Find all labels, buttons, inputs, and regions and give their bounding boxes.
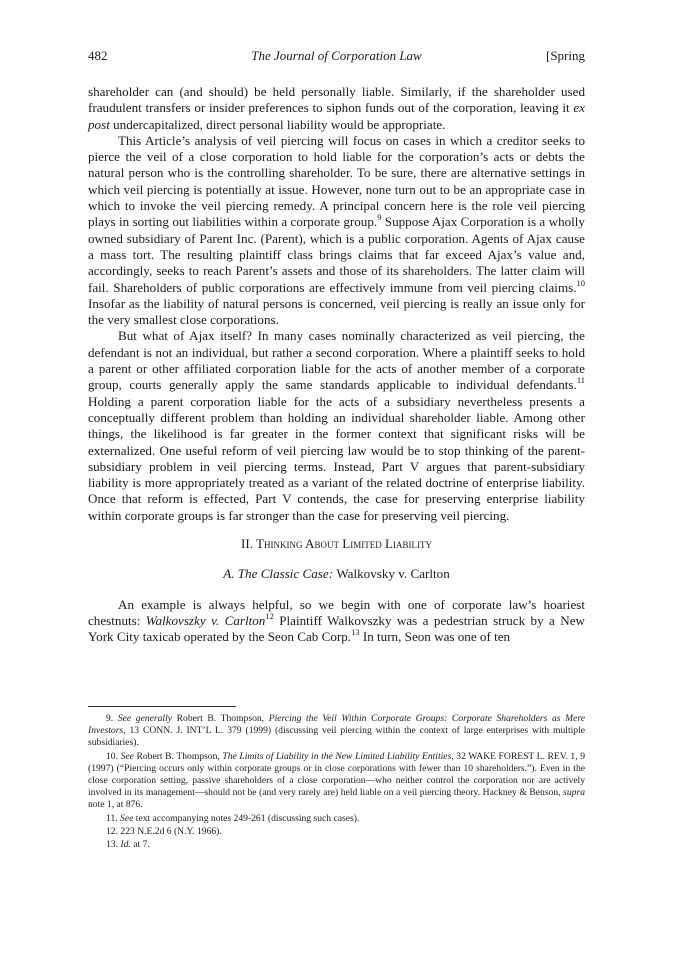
footnote-ref-10[interactable]: 10 bbox=[576, 277, 585, 288]
footnote-10-title: The Limits of Liability in the New Limited Liability Entities bbox=[222, 750, 452, 762]
footnote-10-number: 10. bbox=[106, 750, 118, 762]
footnote-9-author: Robert B. Thompson, bbox=[172, 713, 269, 724]
subsection-heading-label: A. The Classic Case: bbox=[223, 566, 337, 582]
footnotes bbox=[88, 713, 585, 852]
subsection-heading-case: Walkovsky v. Carlton bbox=[336, 566, 450, 582]
footnote-10-supra: supra bbox=[563, 787, 585, 799]
issue-label: [Spring bbox=[546, 48, 585, 63]
footnote-11-text: text accompanying notes 249-261 (discussing such cases). bbox=[133, 812, 360, 824]
footnote-13-text: at 7. bbox=[130, 839, 150, 851]
footnote-10-signal: See bbox=[120, 750, 134, 762]
paragraph-1-end: undercapitalized, direct personal liability would be appropriate. bbox=[109, 116, 446, 132]
footnote-10-citation: , 32 WAKE FOREST L. REV. 1, 9 (1997) (“Piercing occurs only within corporate groups or in close corporations with fewer than 10 shareholders.”). Even in the close corporation setting, passive shareholders of a close corporation—who neither control the corporation nor are actively involved in its management—should not be (and very rarely are) held liable on a veil piercing theory. Hackney & Benson, bbox=[88, 750, 586, 799]
footnote-11 bbox=[88, 813, 585, 825]
footnote-10 bbox=[88, 751, 585, 812]
paragraph-4-text-b: Plaintiff Walkovszky was a pedestrian struck by a New York City taxicab operated by the Seon Cab Corp. bbox=[88, 612, 585, 645]
paragraph-3-text-a: But what of Ajax itself? In many cases nominally characterized as veil piercing, the defendant is not an individual, but rather a second corporation. Where a plaintiff seeks to hold a parent or other affiliated corporation liable for the acts of another member of a corporate group, courts generally apply the same standards applicable to individual defendants. bbox=[88, 328, 585, 393]
paragraph-4 bbox=[88, 597, 585, 646]
footnote-13-number: 13. bbox=[106, 839, 118, 851]
page-number: 482 bbox=[88, 48, 108, 63]
case-name: Walkovszky v. Carlton bbox=[145, 612, 266, 628]
footnote-9 bbox=[88, 713, 585, 750]
paragraph-1-text: shareholder can (and should) be held personally liable. Similarly, if the shareholder used fraudulent transfers or insider preferences to siphon funds out of the corporation, leaving it bbox=[88, 84, 585, 116]
footnote-ref-9[interactable]: 9 bbox=[377, 212, 382, 223]
footnote-10-author: Robert B. Thompson, bbox=[133, 750, 223, 762]
footnote-9-title: Piercing the Veil Within Corporate Groups: Corporate Shareholders as Mere Investors bbox=[88, 713, 585, 737]
paragraph-2-text-c: Insofar as the liability of natural persons is concerned, veil piercing is really an issue only for the very smallest close corporations. bbox=[88, 295, 585, 328]
footnote-11-number: 11. bbox=[106, 812, 118, 824]
footnote-12-number: 12. bbox=[106, 825, 118, 837]
footnote-divider bbox=[88, 706, 236, 707]
body-text bbox=[88, 84, 585, 646]
footnote-13 bbox=[88, 839, 585, 851]
paragraph-4-text-a: An example is always helpful, so we begin with one of corporate law’s hoariest chestnuts: bbox=[88, 596, 585, 628]
paragraph-2 bbox=[88, 133, 585, 329]
journal-title: The Journal of Corporation Law bbox=[251, 48, 422, 63]
footnote-12-text: 223 N.E.2d 6 (N.Y. 1966). bbox=[120, 825, 222, 837]
footnote-12 bbox=[88, 826, 585, 838]
footnote-9-number: 9. bbox=[106, 713, 114, 724]
footnote-9-signal: See generally bbox=[117, 713, 173, 724]
running-head bbox=[88, 48, 585, 66]
footnote-10-end: note 1, at 876. bbox=[88, 799, 143, 811]
footnote-11-signal: See bbox=[120, 812, 134, 824]
ex-post-term: ex post bbox=[88, 100, 585, 132]
paragraph-3-text-b: Holding a parent corporation liable for the acts of a subsidiary nevertheless presents a conceptually different problem than holding an individual shareholder liable. Among other things, the likelihood is far greater in the former context that significant risks will be externalized. One useful reform of veil piercing law would be to stop thinking of the parent-subsidiary problem in veil piercing terms. Instead, Part V argues that parent-subsidiary liability is more appropriately treated as a variant of the related doctrine of enterprise liability. Once that reform is effected, Part V contends, the case for preserving enterprise liability within corporate groups is far stronger than the case for preserving veil piercing. bbox=[88, 393, 585, 523]
subsection-heading bbox=[88, 566, 585, 582]
paragraph-1 bbox=[88, 84, 585, 133]
paragraph-4-text-c: In turn, Seon was one of ten bbox=[359, 629, 511, 645]
footnote-ref-11[interactable]: 11 bbox=[576, 375, 585, 386]
footnote-ref-13[interactable]: 13 bbox=[351, 627, 360, 638]
paragraph-2-text-a: This Article’s analysis of veil piercing will focus on cases in which a creditor seeks to pierce the veil of a close corporation to hold liable for the corporation’s acts or debts the natural person who is the controlling shareholder. To be sure, there are alternative settings in which veil piercing is potentially at issue. However, none turn out to be an appropriate case in which to invoke the veil piercing remedy. A principal concern here is the role veil piercing plays in sorting out liabilities within a corporate group. bbox=[88, 132, 585, 230]
paragraph-3 bbox=[88, 328, 585, 524]
paragraph-2-text-b: Suppose Ajax Corporation is a wholly owned subsidiary of Parent Inc. (Parent), which is a public corporation. Agents of Ajax cause a mass tort. The resulting plaintiff class brings claims that far exceed Ajax’s value and, accordingly, seeks to reach Parent’s assets and those of its shareholders. The latter claim will fail. Shareholders of public corporations are effectively immune from veil piercing claims. bbox=[88, 214, 585, 295]
section-heading: II. Thinking About Limited Liability bbox=[240, 536, 433, 552]
footnote-9-citation: , 13 CONN. J. INT’L L. 379 (1999) (discussing veil piercing within the context of large enterprises with multiple subsidiaries). bbox=[88, 725, 585, 749]
footnote-13-id: Id. bbox=[120, 839, 131, 851]
footnote-ref-12[interactable]: 12 bbox=[265, 610, 274, 621]
